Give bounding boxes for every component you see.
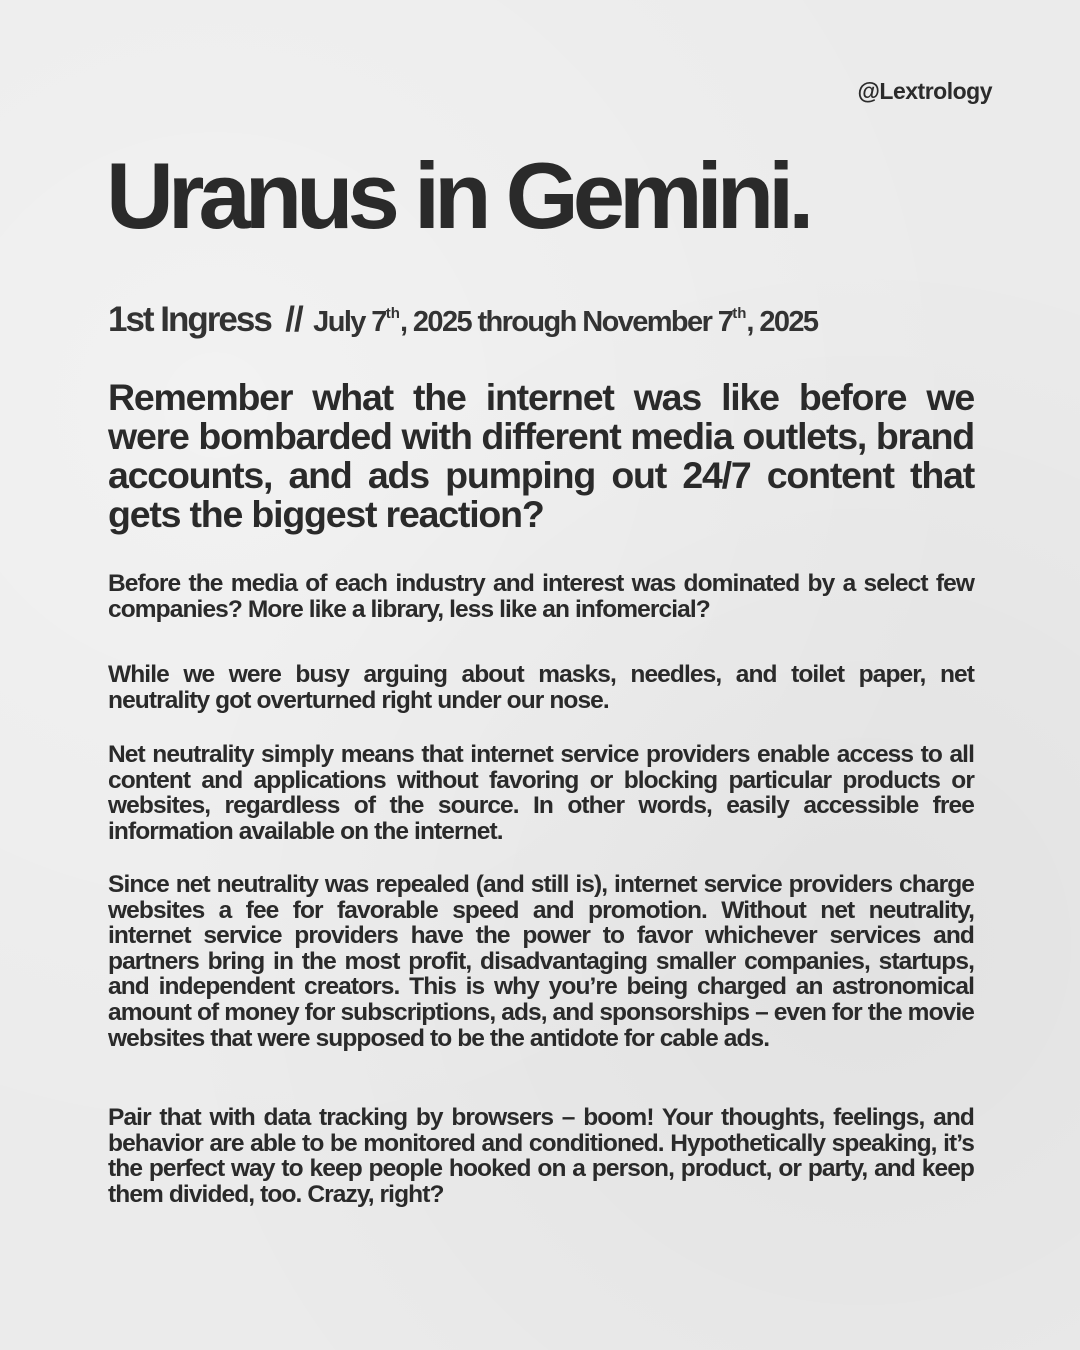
body-paragraph-1: Before the media of each industry and interest was dominated by a select few companies? More like a library, less like an infomercial? [108,570,974,623]
body-paragraph-3: Net neutrality simply means that internet service providers enable access to all content and applications without favoring or blocking particular products or websites, regardless of the source. In other words, easily accessible free information available on the internet. [108,741,974,845]
start-date: July 7 [313,306,386,338]
start-date-suffix: th [385,305,400,323]
body-paragraph-5: Pair that with data tracking by browsers – boom! Your thoughts, feelings, and behavior are able to be monitored and conditioned. Hypothetically speaking, it’s the perfect way to keep people hooked on a person, product, or party, and keep them divided, too. Crazy, right? [108,1104,974,1208]
body-paragraph-2: While we were busy arguing about masks, needles, and toilet paper, net neutrality got overturned right under our nose. [108,661,974,714]
ingress-separator: // [285,300,303,339]
ingress-dates [313,306,817,338]
page-title: Uranus in Gemini. [106,143,809,248]
lead-paragraph: Remember what the internet was like before we were bombarded with different media outlets, brand accounts, and ads pumping out 24/7 content that gets the biggest reaction? [108,376,974,535]
ingress-line [108,300,974,340]
end-year: , 2025 [746,306,818,338]
end-date-suffix: th [732,305,747,323]
author-handle: @Lextrology [857,78,992,104]
ingress-label: 1st Ingress [108,300,271,339]
end-date: November 7 [582,306,733,338]
body-paragraph-4: Since net neutrality was repealed (and still is), internet service providers charge websites a fee for favorable speed and promotion. Without net neutrality, internet service providers have the power to favor whichever services and partners bring in the most profit, disadvantaging smaller companies, startups, and independent creators. This is why you’re being charged an astronomical amount of money for subscriptions, ads, and sponsorships – even for the movie websites that were supposed to be the antidote for cable ads. [108,871,974,1052]
start-year: , 2025 through [399,306,583,338]
